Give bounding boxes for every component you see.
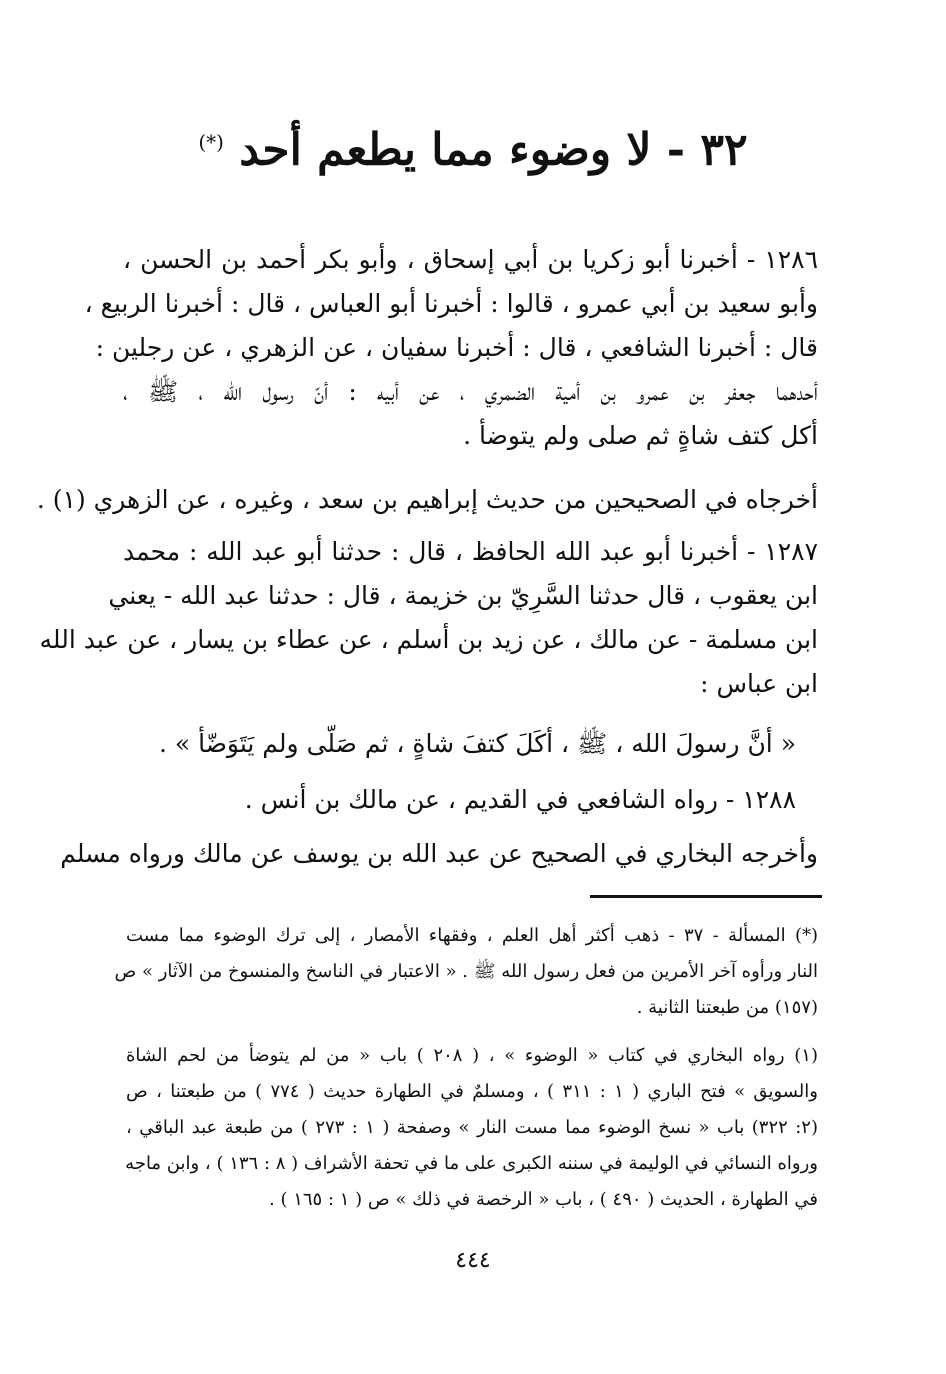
- takhrij-1286-text: أخرجاه في الصحيحين من حديث إبراهيم بن سعد ، وغيره ، عن الزهري (١) .: [36, 485, 818, 514]
- hadith-1287-matn: « أنَّ رسولَ الله ، ﷺ ، أكَلَ كتفَ شاةٍ ، ثم صَلّى ولم يَتَوَضّأ » .: [158, 729, 796, 758]
- hadith-1287-line: ابن يعقوب ، قال حدثنا السَّرِيّ بن خزيمة ، قال : حدثنا عبد الله - يعني: [108, 581, 818, 610]
- hadith-1287-line: ابن مسلمة - عن مالك ، عن زيد بن أسلم ، عن عطاء بن يسار ، عن عبد الله: [39, 625, 818, 654]
- footnote-star-line: النار ورأوه آخر الأمرين من فعل رسول الله ﷺ . « الاعتبار في الناسخ والمنسوخ من الآثار » ص: [114, 961, 818, 982]
- hadith-1288: ١٢٨٨ - رواه الشافعي في القديم ، عن مالك بن أنس .: [244, 785, 796, 814]
- hadith-1286-line: ١٢٨٦ - أخبرنا أبو زكريا بن أبي إسحاق ، وأبو بكر أحمد بن الحسن ،: [123, 245, 818, 274]
- footnote-1-line: والسويق » فتح الباري ( ١ : ٣١١ ) ، ومسلمٌ في الطهارة حديث ( ٧٧٤ ) من طبعتنا ، ص: [126, 1081, 818, 1102]
- hadith-1286-line: أكل كتف شاةٍ ثم صلى ولم يتوضأ .: [463, 421, 818, 450]
- chapter-title: [0, 110, 946, 183]
- hadith-1286: [84, 238, 818, 458]
- footnote-1-line: (١) رواه البخاري في كتاب « الوضوء » ، ( ٢٠٨ ) باب « من لم يتوضأ من لحم الشاة: [126, 1045, 818, 1066]
- footnote-1: [126, 1038, 818, 1218]
- page-number: ٤٤٤: [455, 1248, 491, 1273]
- footnote-1-line: ورواه النسائي في الوليمة في سننه الكبرى على ما في تحفة الأشراف ( ٨ : ١٣٦ ) ، وابن ماجه: [125, 1153, 818, 1174]
- hadith-1287: [39, 530, 818, 706]
- hadith-1287-line: ١٢٨٧ - أخبرنا أبو عبد الله الحافظ ، قال : حدثنا أبو عبد الله : محمد: [123, 537, 818, 566]
- hadith-1286-line: وأبو سعيد بن أبي عمرو ، قالوا : أخبرنا أبو العباس ، قال : أخبرنا الربيع ،: [84, 289, 818, 318]
- footnote-separator: [590, 895, 822, 898]
- hadith-1286-line: أحدهما جعفر بن عمرو بن أمية الضمري ، عن أبيه : أنّ رسول الله ، ﷺ ،: [123, 377, 818, 406]
- footnote-star-line: (*) المسألة - ٣٧ - ذهب أكثر أهل العلم ، وفقهاء الأمصار ، إلى ترك الوضوء مما مست: [126, 925, 818, 946]
- takhrij-1288: [60, 832, 818, 876]
- hadith-1286-line: قال : أخبرنا الشافعي ، قال : أخبرنا سفيان ، عن الزهري ، عن رجلين :: [95, 333, 818, 362]
- hadith-1287-line: ابن عباس :: [700, 669, 818, 698]
- footnote-1-line: في الطهارة ، الحديث ( ٤٩٠ ) ، باب « الرخصة في ذلك » ص ( ١ : ١٦٥ ) .: [269, 1189, 818, 1210]
- footnote-star-line: (١٥٧) من طبعتنا الثانية .: [636, 997, 818, 1018]
- chapter-title-text: ٣٢ - لا وضوء مما يطعم أحد: [239, 124, 748, 176]
- takhrij-1288-text: وأخرجه البخاري في الصحيح عن عبد الله بن يوسف عن مالك ورواه مسلم: [60, 839, 818, 868]
- chapter-footnote-marker: (*): [198, 130, 224, 154]
- footnote-1-line: (٢: ٣٢٢) باب « نسخ الوضوء مما مست النار » وصفحة ( ١ : ٢٧٣ ) من طبعة عبد الباقي ،: [126, 1117, 818, 1138]
- footnote-star: [114, 918, 818, 1026]
- takhrij-1286: [36, 478, 818, 522]
